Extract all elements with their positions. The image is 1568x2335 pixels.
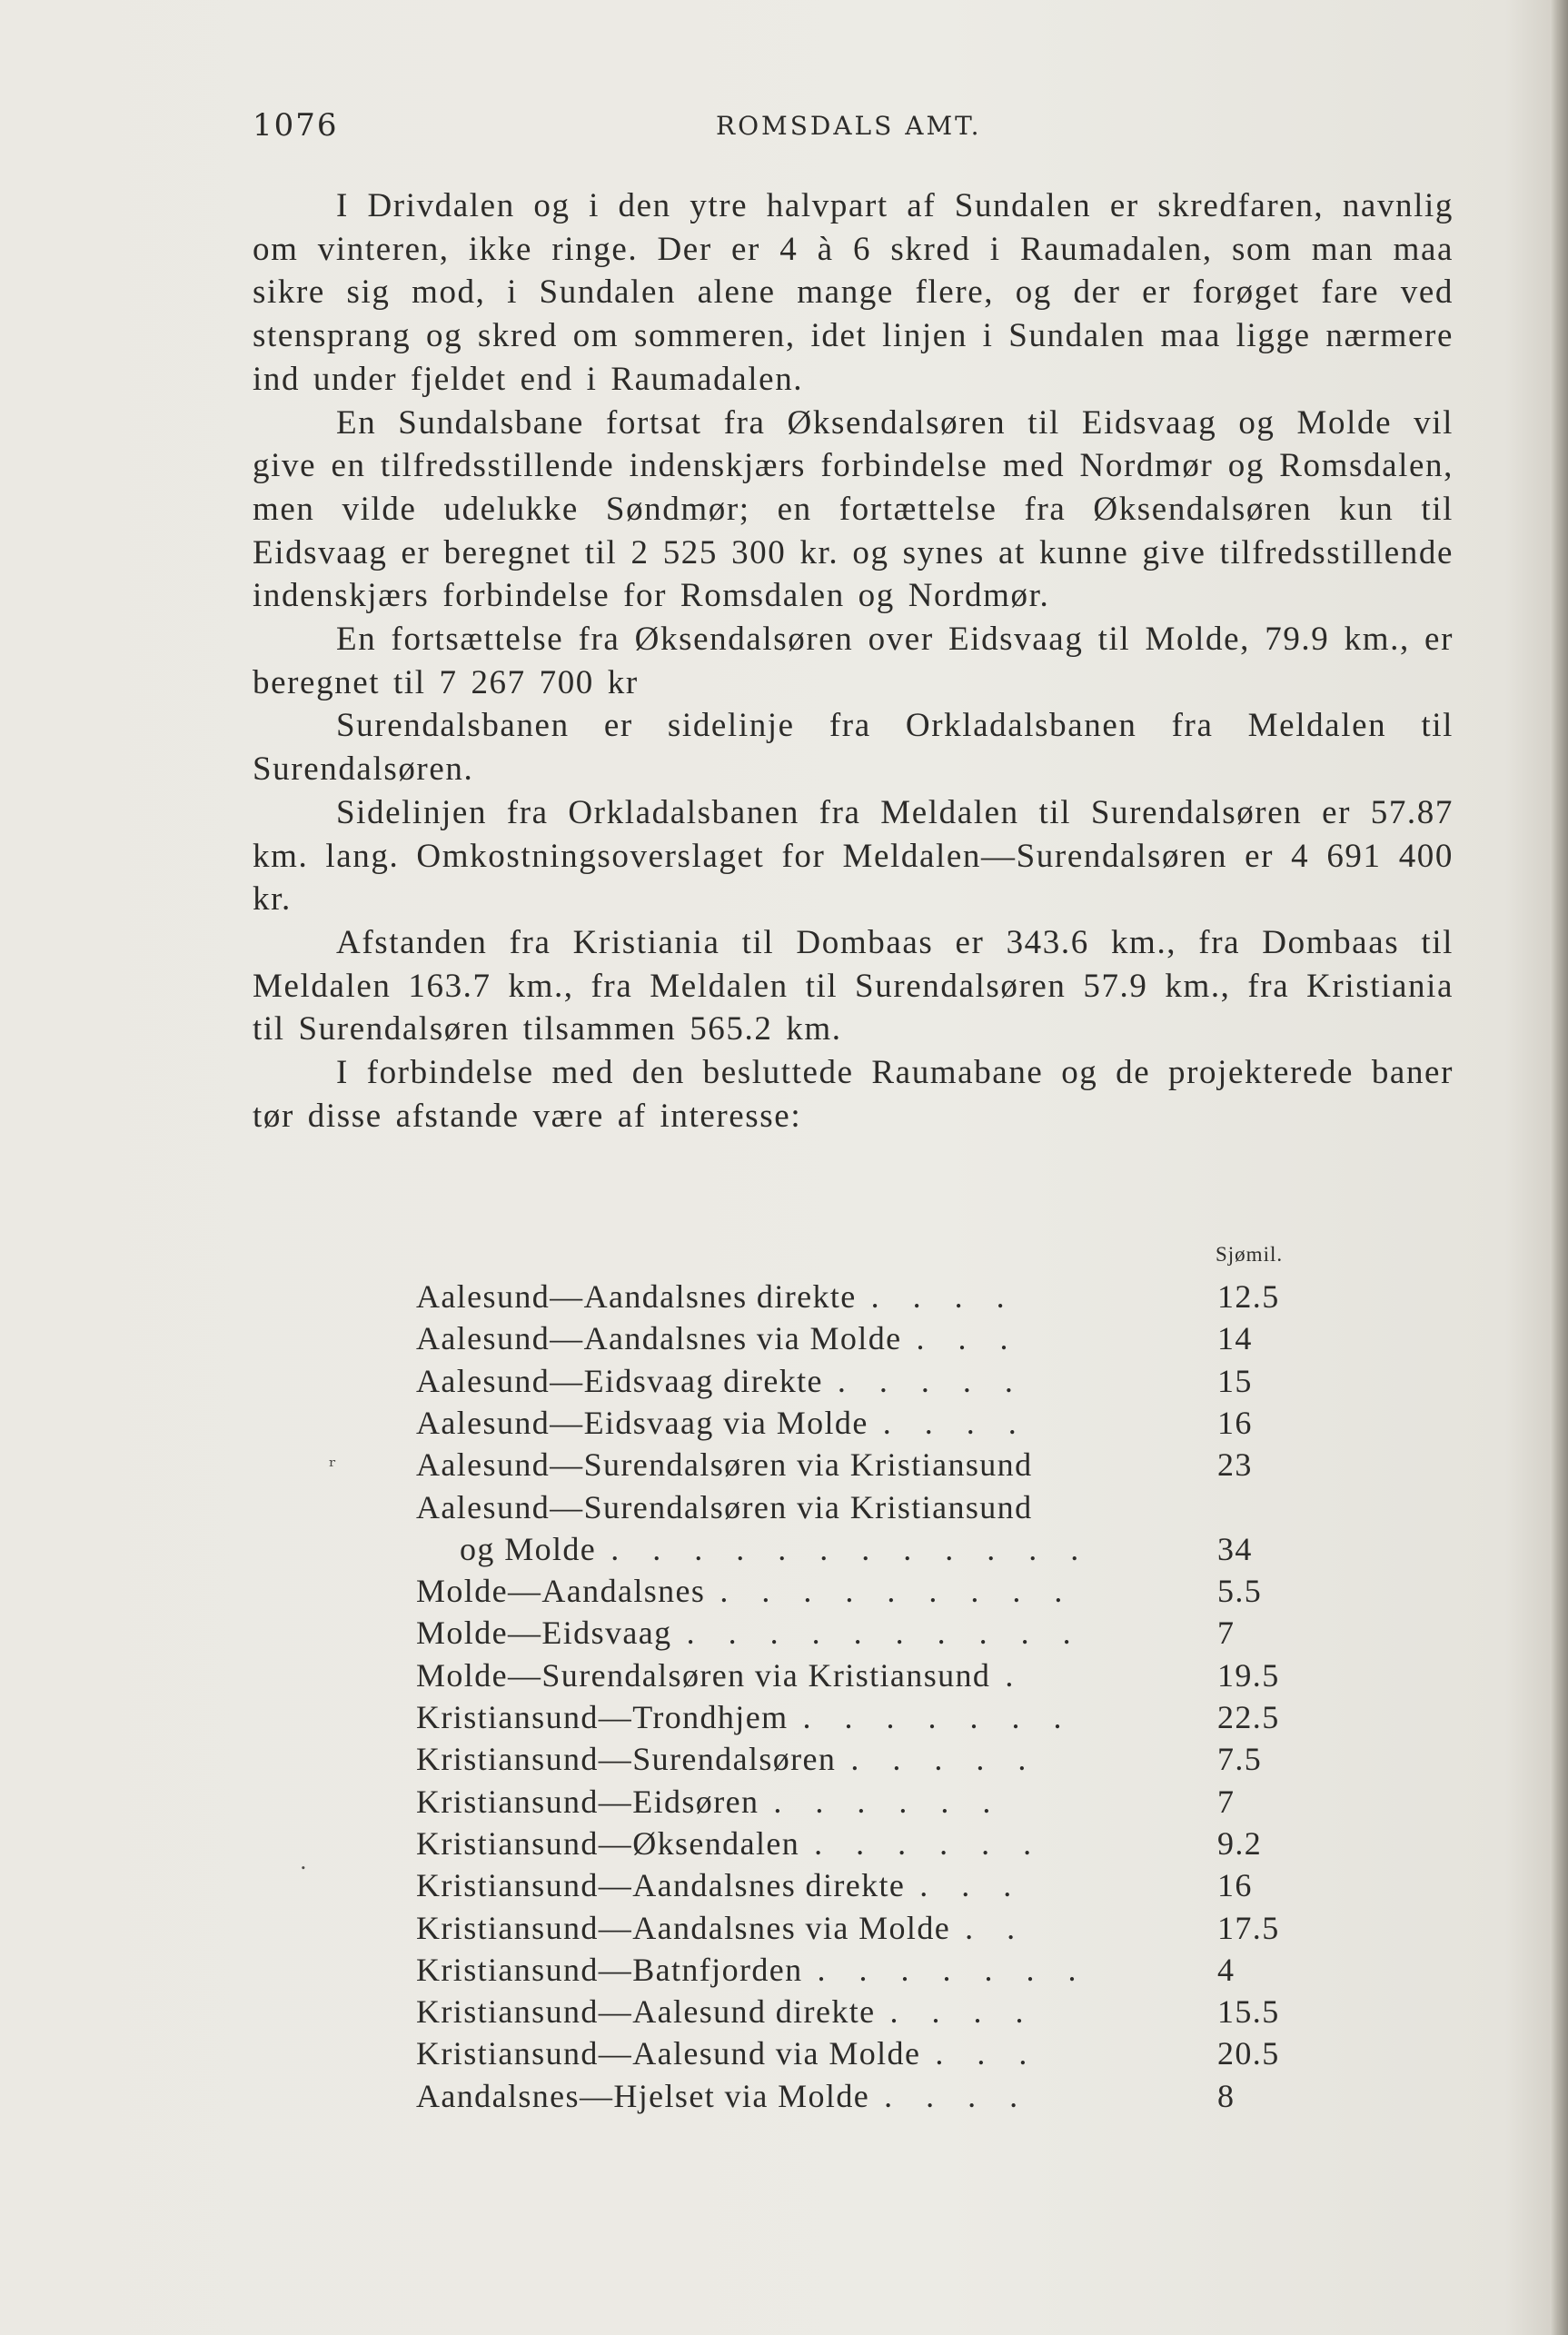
dot-leader: . . . — [919, 1867, 1025, 1904]
distance-value: 12.5 — [1217, 1278, 1280, 1315]
route-cell — [416, 1528, 1239, 1570]
route-cell — [416, 1612, 1196, 1654]
route-cell — [416, 2075, 1196, 2117]
route-cell — [416, 1444, 1196, 1485]
table-row — [416, 1696, 1325, 1738]
page-number: 1076 — [253, 107, 339, 144]
route-name: Molde—Aandalsnes — [416, 1573, 706, 1610]
stray-mark: . — [300, 1849, 307, 1874]
distance-value: 15.5 — [1217, 1993, 1280, 2031]
table-row — [416, 1612, 1325, 1654]
paragraph: En Sundalsbane fortsat fra Øksendalsøren til Eidsvaag og Molde vil give en tilfredsstillende indenskjærs forbindelse med Nordmør og Romsdalen, men vilde udelukke Søndmør; en fortættelse fra Øksendalsøren kun til Eidsvaag er beregnet til 2 525 300 kr. og synes at kunne give tilfredsstillende indenskjærs forbindelse for Romsdalen og Nordmør. — [253, 403, 1454, 615]
distance-value: 19.5 — [1217, 1656, 1280, 1694]
table-row — [416, 2032, 1325, 2074]
route-name: og Molde — [460, 1530, 597, 1567]
route-cell — [416, 1276, 1196, 1317]
paragraph: Surendalsbanen er sidelinje fra Orkladalsbanen fra Meldalen til Surendalsøren. — [253, 707, 1454, 789]
route-name: Kristiansund—Surendalsøren — [416, 1741, 837, 1778]
table-row — [416, 1528, 1325, 1570]
route-name: Kristiansund—Aalesund direkte — [416, 1993, 876, 2031]
paragraph: Afstanden fra Kristiania til Dombaas er 343.6 km., fra Dombaas til Meldalen 163.7 km., fra Meldalen til Surendalsøren 57.9 km., fra Kristiania til Surendalsøren tilsammen 565.2 km. — [253, 923, 1454, 1048]
route-name: Aandalsnes—Hjelset via Molde — [416, 2077, 870, 2114]
distance-value: 7 — [1217, 1615, 1236, 1652]
paragraph: I forbindelse med den besluttede Raumabane og de projekterede baner tør disse afstande være af interesse: — [253, 1054, 1454, 1135]
table-row — [416, 1949, 1325, 1991]
route-name: Kristiansund—Batnfjorden — [416, 1951, 803, 1988]
route-cell — [416, 1317, 1196, 1359]
dot-leader: . . — [965, 1909, 1028, 1946]
distance-value: 14 — [1217, 1320, 1253, 1357]
distance-value: 5.5 — [1217, 1573, 1263, 1610]
route-cell — [416, 1486, 1196, 1528]
route-cell — [416, 1654, 1196, 1696]
distance-value: 16 — [1217, 1867, 1253, 1904]
table-row — [416, 1991, 1325, 2032]
table-row — [416, 1276, 1325, 1317]
route-name: Aalesund—Aandalsnes direkte — [416, 1278, 857, 1315]
table-row — [416, 1781, 1325, 1823]
distance-value: 23 — [1217, 1446, 1253, 1484]
route-name: Kristiansund—Aandalsnes direkte — [416, 1867, 906, 1904]
route-cell — [416, 1907, 1196, 1949]
table-row — [416, 1402, 1325, 1444]
paragraph: I Drivdalen og i den ytre halvpart af Sundalen er skredfaren, navnlig om vinteren, ikke ringe. Der er 4 à 6 skred i Raumadalen, som man maa sikre sig mod, i Sundalen alene mange flere, og der er forøget fare ved stensprang og skred om sommeren, idet linjen i Sundalen maa ligge nærmere ind under fjeldet end i Raumadalen. — [253, 187, 1454, 398]
table-row — [416, 1823, 1325, 1864]
distance-value: 20.5 — [1217, 2035, 1280, 2072]
route-name: Aalesund—Surendalsøren via Kristiansund — [416, 1446, 1033, 1484]
dot-leader: . . . . . — [850, 1741, 1039, 1778]
dot-leader: . . . . . — [837, 1362, 1026, 1399]
table-row — [416, 1864, 1325, 1906]
dot-leader: . . . . — [884, 2077, 1031, 2114]
paragraph: En fortsættelse fra Øksendalsøren over Eidsvaag til Molde, 79.9 km., er beregnet til 7 267 700 kr — [253, 621, 1454, 701]
unit-label: Sjømil. — [1216, 1243, 1284, 1266]
distance-value: 22.5 — [1217, 1699, 1280, 1735]
dot-leader: . — [1005, 1656, 1027, 1694]
table-row — [416, 1907, 1325, 1949]
page-edge-shadow — [1550, 0, 1568, 2335]
route-name: Aalesund—Surendalsøren via Kristiansund — [416, 1488, 1033, 1525]
dot-leader: . . . — [935, 2035, 1040, 2072]
table-row — [416, 1654, 1325, 1696]
route-cell — [416, 1360, 1196, 1402]
route-cell — [416, 1781, 1196, 1823]
table-row — [416, 1738, 1325, 1780]
distance-value: 17.5 — [1217, 1909, 1280, 1946]
table-row — [416, 1570, 1325, 1612]
dot-leader: . . . . . . — [773, 1783, 1004, 1820]
running-head: ROMSDALS AMT. — [716, 111, 982, 141]
distance-value: 7.5 — [1217, 1741, 1263, 1778]
stray-mark: ʳ — [329, 1454, 337, 1479]
paragraph: Sidelinjen fra Orkladalsbanen fra Meldalen til Surendalsøren er 57.87 km. lang. Omkostningsoverslaget for Meldalen—Surendalsøren er 4 691 400 kr. — [253, 793, 1454, 919]
distance-value: 7 — [1217, 1783, 1236, 1820]
dot-leader: . . . . . . . — [817, 1951, 1089, 1988]
route-name: Molde—Eidsvaag — [416, 1615, 672, 1652]
dot-leader: . . . . . . . . . . — [686, 1615, 1084, 1652]
distance-value: 34 — [1217, 1530, 1253, 1567]
route-name: Aalesund—Eidsvaag direkte — [416, 1362, 823, 1399]
body-text — [253, 184, 1454, 1138]
route-cell — [416, 2032, 1196, 2074]
table-row — [416, 1486, 1325, 1528]
route-cell — [416, 1864, 1196, 1906]
page-header — [253, 107, 1406, 153]
dot-leader: . . . . . . — [814, 1824, 1045, 1862]
dot-leader: . . . — [916, 1320, 1021, 1357]
table-row — [416, 1360, 1325, 1402]
route-cell — [416, 1402, 1196, 1444]
route-cell — [416, 1991, 1196, 2032]
route-name: Aalesund—Aandalsnes via Molde — [416, 1320, 902, 1357]
distance-value: 16 — [1217, 1404, 1253, 1441]
dot-leader: . . . . — [870, 1278, 1017, 1315]
distance-value: 4 — [1217, 1951, 1236, 1988]
table-row — [416, 1317, 1325, 1359]
distance-value: 9.2 — [1217, 1824, 1263, 1862]
distance-value: 15 — [1217, 1362, 1253, 1399]
route-name: Aalesund—Eidsvaag via Molde — [416, 1404, 868, 1441]
distance-value: 8 — [1217, 2077, 1236, 2114]
route-name: Kristiansund—Eidsøren — [416, 1783, 759, 1820]
route-cell — [416, 1949, 1196, 1991]
dot-leader: . . . . — [889, 1993, 1037, 2031]
route-name: Kristiansund—Aandalsnes via Molde — [416, 1909, 951, 1946]
dot-leader: . . . . — [882, 1404, 1029, 1441]
route-name: Molde—Surendalsøren via Kristiansund — [416, 1656, 991, 1694]
route-name: Kristiansund—Aalesund via Molde — [416, 2035, 921, 2072]
table-row — [416, 1444, 1325, 1485]
table-row — [416, 2075, 1325, 2117]
route-cell — [416, 1823, 1196, 1864]
dot-leader: . . . . . . . . . — [719, 1573, 1076, 1610]
route-cell — [416, 1738, 1196, 1780]
dot-leader: . . . . . . . — [802, 1699, 1075, 1735]
route-cell — [416, 1570, 1196, 1612]
route-name: Kristiansund—Øksendalen — [416, 1824, 800, 1862]
route-cell — [416, 1696, 1196, 1738]
route-name: Kristiansund—Trondhjem — [416, 1699, 789, 1735]
dot-leader: . . . . . . . . . . . . — [610, 1530, 1092, 1567]
